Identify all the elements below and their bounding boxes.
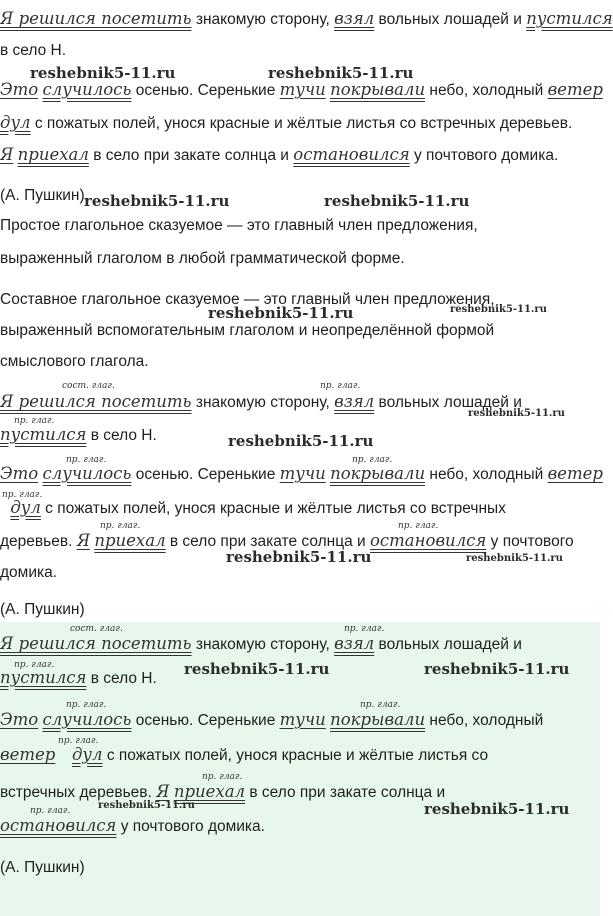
subject: Это [0,710,39,729]
grammar-tag: пр. глаг. [320,381,361,391]
predicate: остановился [369,531,487,550]
definition-line: смыслового глагола. [0,353,149,370]
block2-line3 [0,464,603,485]
text: небо, холодный [429,712,544,729]
text: знакомую сторону, [195,11,330,28]
text: осенью. Серенькие [135,466,276,483]
subject: Я [76,531,91,550]
watermark: reshebnik5-11.ru [466,553,563,564]
text: в село Н. [0,42,67,59]
grammar-tag: пр. глаг. [58,736,99,746]
predicate: пустился [526,9,613,28]
predicate: дул [10,498,41,517]
predicate: приехал [94,531,166,550]
block3-line2 [0,668,157,689]
predicate: Я решился посетить [0,9,192,28]
text: с пожатых полей, унося красные и жёлтые листья со [106,747,489,764]
predicate: случилось [42,80,132,99]
predicate: Я решился посетить [0,392,192,411]
grammar-tag: пр. глаг. [14,660,55,670]
block2-line4 [0,498,506,519]
subject: Это [0,464,39,483]
predicate: покрывали [330,710,426,729]
text: знакомую сторону, [195,636,330,653]
predicate: покрывали [330,80,426,99]
text: домика. [0,564,58,581]
block3-line5 [0,782,445,803]
predicate: приехал [17,145,89,164]
predicate: покрывали [330,464,426,483]
predicate: приехал [173,782,246,801]
text: небо, холодный [429,82,544,99]
subject: тучи [279,80,326,99]
predicate: остановился [293,145,410,164]
block3-line4 [0,745,488,766]
watermark: reshebnik5-11.ru [208,304,354,322]
predicate: дул [0,113,31,132]
grammar-tag: пр. глаг. [30,806,71,816]
watermark: reshebnik5-11.ru [450,304,547,315]
watermark: reshebnik5-11.ru [184,660,330,678]
predicate: пустился [0,668,87,687]
text: в село при закате солнца и [93,147,289,164]
watermark: reshebnik5-11.ru [84,192,230,210]
grammar-tag: пр. глаг. [14,416,55,426]
text: встречных деревьев. [0,784,152,801]
text: осенью. Серенькие [135,712,276,729]
text: знакомую сторону, [195,394,330,411]
subject: ветер [547,80,603,99]
predicate: Я решился посетить [0,634,192,653]
text: у почтового домика. [120,818,265,835]
watermark: reshebnik5-11.ru [424,660,570,678]
predicate: взял [334,9,375,28]
predicate: взял [334,392,375,411]
block1-line1 [0,9,613,30]
block2-line6 [0,563,57,583]
subject: тучи [279,464,326,483]
text: с пожатых полей, унося красные и жёлтые листья со встречных деревьев. [34,115,573,132]
definition-line: выраженный вспомогательным глаголом и неопределённой формой [0,322,495,339]
text: небо, холодный [429,466,544,483]
subject: Это [0,80,39,99]
text: в село при закате солнца и [249,784,446,801]
grammar-tag: пр. глаг. [360,700,401,710]
definition-line: выраженный глаголом в любой грамматической форме. [0,250,405,267]
grammar-tag: пр. глаг. [100,521,141,531]
watermark: reshebnik5-11.ru [228,432,374,450]
text: осенью. Серенькие [135,82,276,99]
block1-line5 [0,145,558,166]
watermark: reshebnik5-11.ru [226,548,372,566]
subject: ветер [0,745,56,764]
watermark: reshebnik5-11.ru [268,64,414,82]
grammar-tag: пр. глаг. [344,624,385,634]
author: (А. Пушкин) [0,601,85,618]
block1-line2 [0,41,66,61]
text: в село Н. [90,427,157,444]
grammar-tag: пр. глаг. [202,772,243,782]
block3-line6 [0,816,265,837]
watermark: reshebnik5-11.ru [468,408,565,419]
grammar-tag: пр. глаг. [66,700,107,710]
text: вольных лошадей и [378,11,522,28]
grammar-tag: пр. глаг. [398,521,439,531]
watermark: reshebnik5-11.ru [30,64,176,82]
definition-line: Составное глагольное сказуемое — это главный член предложения, [0,291,495,308]
subject: Я [156,782,170,801]
grammar-tag: пр. глаг. [352,455,393,465]
text: вольных лошадей и [378,636,522,653]
subject: ветер [547,464,603,483]
block2-line2 [0,425,157,446]
subject: Я [0,145,14,164]
predicate: взял [334,634,375,653]
text: в село Н. [90,670,157,687]
author: (А. Пушкин) [0,187,85,204]
author: (А. Пушкин) [0,859,85,876]
predicate: случилось [42,710,132,729]
grammar-tag: пр. глаг. [2,490,43,500]
watermark: reshebnik5-11.ru [324,192,470,210]
predicate: дул [71,745,103,764]
definition-line: Простое глагольное сказуемое — это главный член предложения, [0,217,478,234]
predicate: пустился [0,425,87,444]
grammar-tag: сост. глаг. [70,624,123,634]
subject: тучи [279,710,326,729]
block3-line1 [0,634,522,655]
block1-line4 [0,113,572,134]
text: у почтового домика. [413,147,559,164]
predicate: случилось [42,464,132,483]
text: с пожатых полей, унося красные и жёлтые листья со встречных [45,500,506,517]
text: у почтового [490,533,574,550]
text: вольных лошадей и [378,394,522,411]
watermark: reshebnik5-11.ru [424,800,570,818]
block3-line3 [0,710,543,731]
watermark: reshebnik5-11.ru [98,800,195,811]
block2-line1 [0,392,522,413]
predicate: остановился [0,816,117,835]
block1-line3 [0,80,603,101]
grammar-tag: пр. глаг. [66,455,107,465]
grammar-tag: сост. глаг. [62,381,115,391]
text: в село при закате солнца и [169,533,366,550]
text: деревьев. [0,533,73,550]
